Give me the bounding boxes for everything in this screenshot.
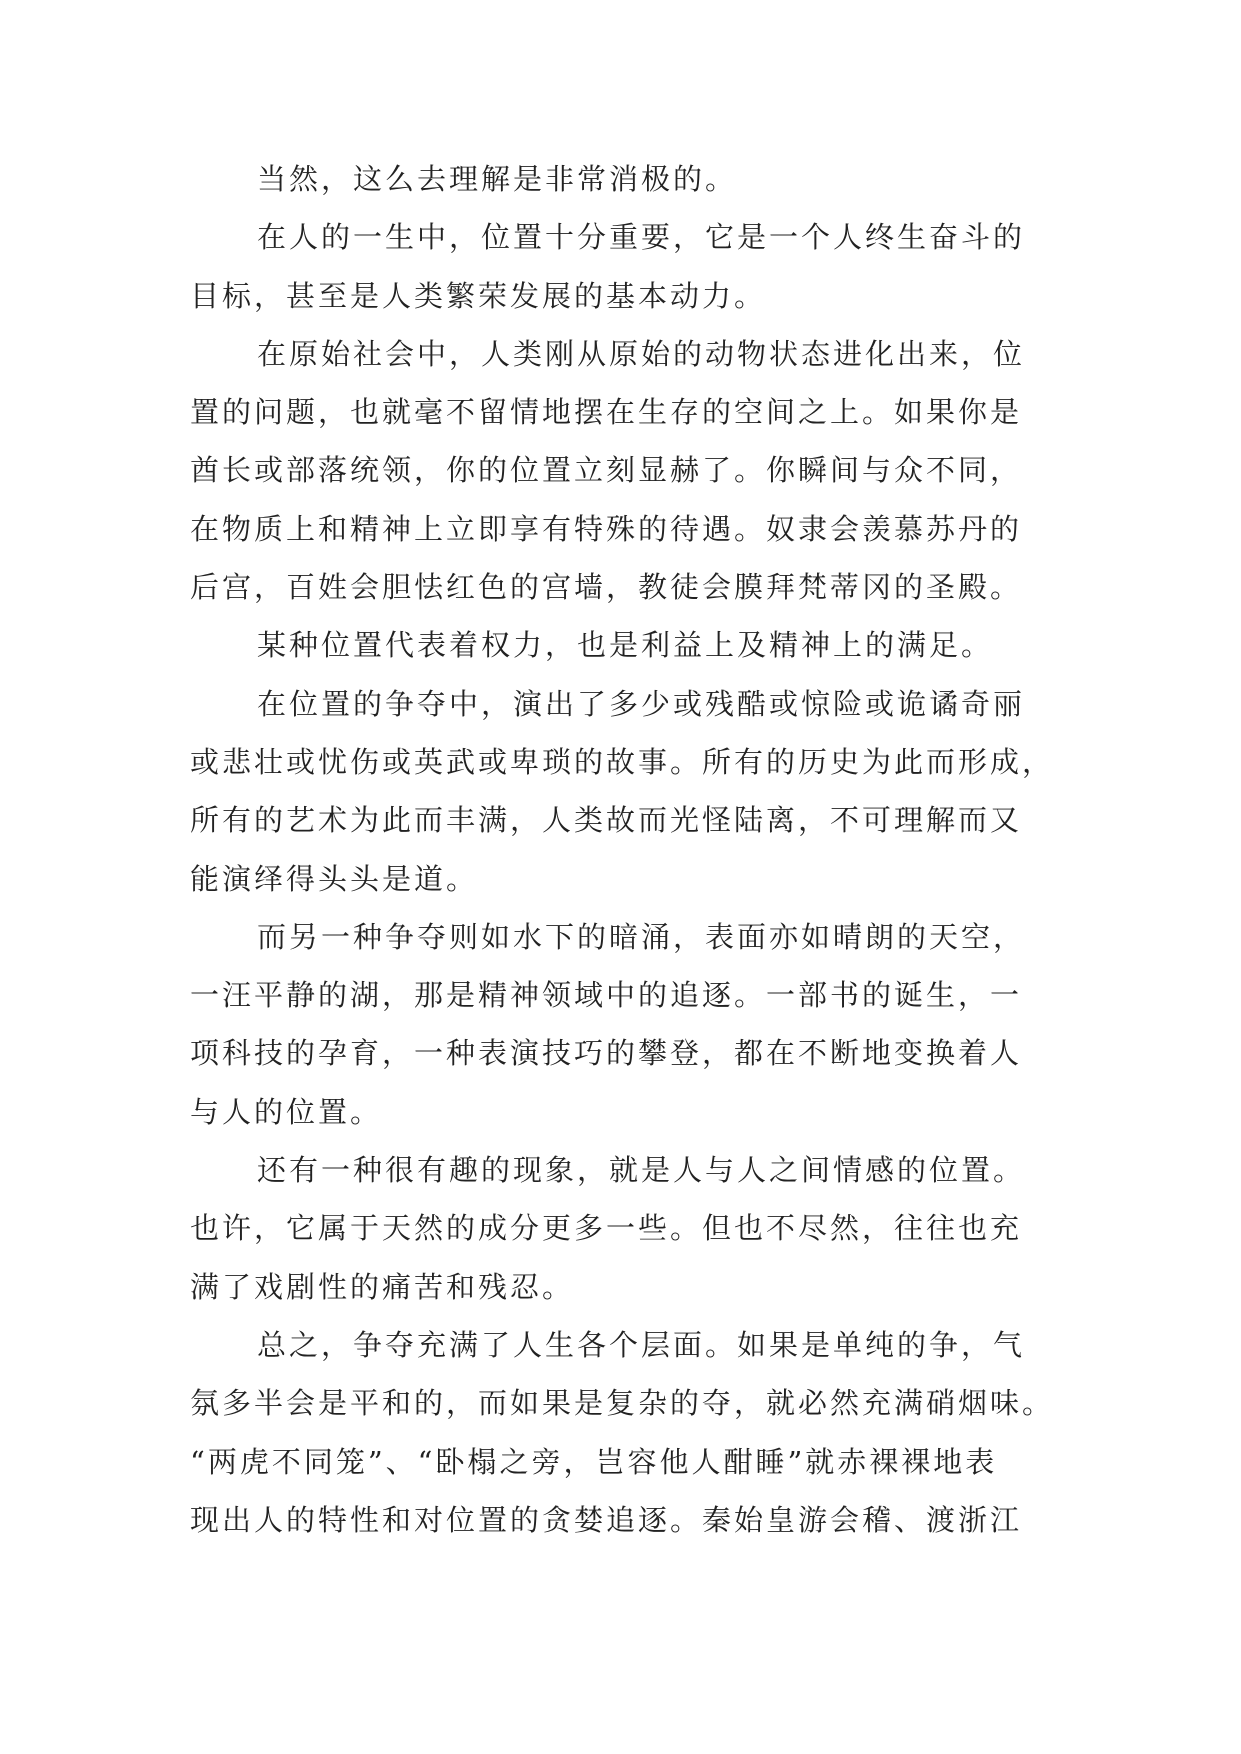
text-line: 在位置的争夺中，演出了多少或残酷或惊险或诡谲奇丽 [257,686,1026,721]
text-line: 也许，它属于天然的成分更多一些。但也不尽然，往往也充 [190,1211,1023,1246]
text-line: 一汪平静的湖，那是精神领域中的追逐。一部书的诞生，一 [190,978,1023,1013]
text-line: 后宫，百姓会胆怯红色的宫墙，教徒会膜拜梵蒂冈的圣殿。 [190,570,1023,605]
text-line: 总之，争夺充满了人生各个层面。如果是单纯的争，气 [257,1327,1026,1362]
text-line: 目标，甚至是人类繁荣发展的基本动力。 [190,278,767,313]
text-line: 在物质上和精神上立即享有特殊的待遇。奴隶会羡慕苏丹的 [190,511,1023,546]
text-line: 某种位置代表着权力，也是利益上及精神上的满足。 [257,628,994,663]
text-line: 能演绎得头头是道。 [190,861,479,896]
text-line: 置的问题，也就毫不留情地摆在生存的空间之上。如果你是 [190,395,1023,430]
text-line: 酋长或部落统领，你的位置立刻显赫了。你瞬间与众不同， [190,453,1023,488]
text-line: 现出人的特性和对位置的贪婪追逐。秦始皇游会稽、渡浙江 [190,1502,1023,1537]
text-line: 而另一种争夺则如水下的暗涌，表面亦如晴朗的天空， [257,919,1026,954]
text-line: 还有一种很有趣的现象，就是人与人之间情感的位置。 [257,1153,1026,1188]
body-text [190,150,1055,1549]
text-line: 所有的艺术为此而丰满，人类故而光怪陆离，不可理解而又 [190,803,1023,838]
text-line: 项科技的孕育，一种表演技巧的攀登，都在不断地变换着人 [190,1036,1023,1071]
text-line: 当然，这么去理解是非常消极的。 [257,162,738,196]
text-line: 在原始社会中，人类刚从原始的动物状态进化出来，位 [257,336,1026,371]
text-line: “两虎不同笼”、“卧榻之旁，岂容他人酣睡”就赤裸裸地表 [190,1444,998,1479]
text-line: 与人的位置。 [190,1094,383,1129]
text-line: 或悲壮或忧伤或英武或卑琐的故事。所有的历史为此而形成， [190,744,1055,779]
text-line: 满了戏剧性的痛苦和残忍。 [190,1269,575,1304]
text-line: 在人的一生中，位置十分重要，它是一个人终生奋斗的 [257,220,1026,255]
text-line: 氛多半会是平和的，而如果是复杂的夺，就必然充满硝烟味。 [190,1386,1055,1421]
